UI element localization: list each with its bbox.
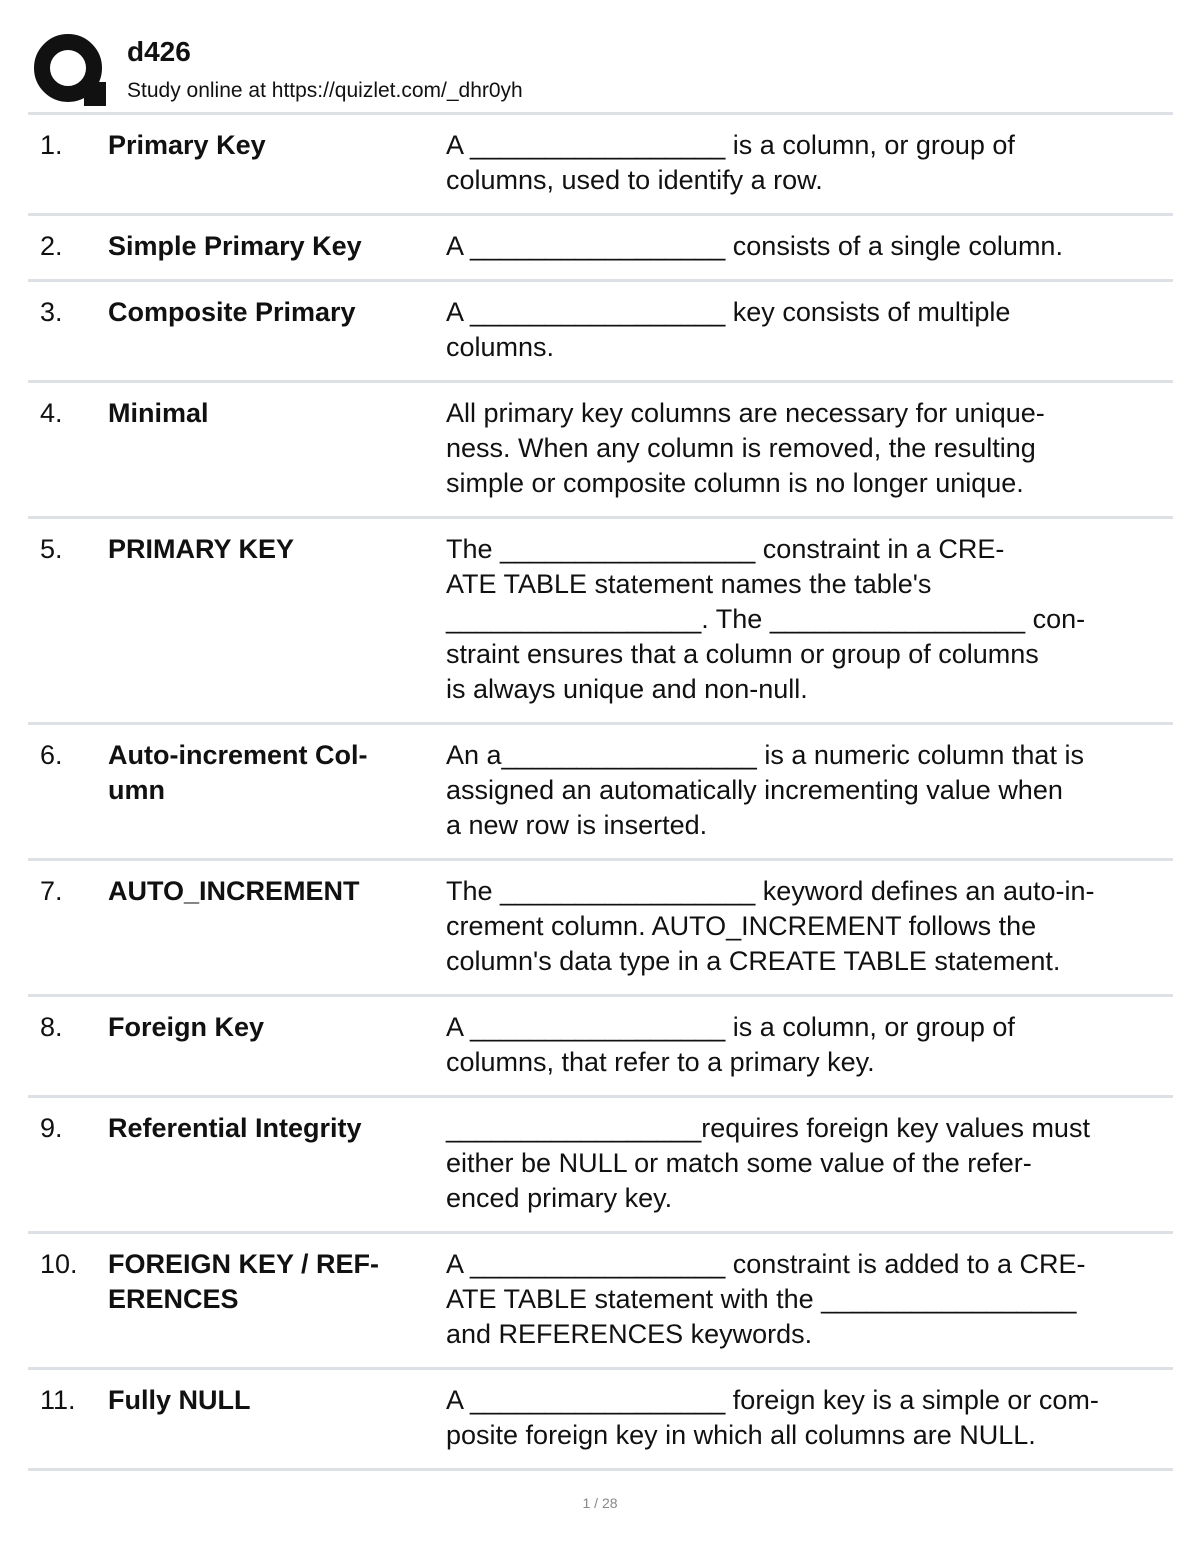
card-definition: The _________________ constraint in a CRE- ATE TABLE statement names the table's _________________. The _________________ con- straint ensures that a column or group of columns is always unique and non-null. <box>446 534 1086 704</box>
page-header <box>28 28 1173 110</box>
study-url: Study online at https://quizlet.com/_dhr0yh <box>127 79 523 102</box>
flashcard-row <box>28 725 1173 861</box>
card-definition: A _________________ consists of a single column. <box>446 231 1063 261</box>
card-number: 4. <box>40 398 63 428</box>
card-number: 9. <box>40 1113 63 1143</box>
flashcard-row <box>28 1370 1173 1471</box>
flashcard-row <box>28 861 1173 997</box>
flashcard-row <box>28 282 1173 383</box>
card-number: 2. <box>40 231 63 261</box>
card-term: Composite Primary <box>108 297 356 327</box>
card-number: 1. <box>40 130 63 160</box>
flashcard-row <box>28 997 1173 1098</box>
card-number: 10. <box>40 1249 78 1279</box>
card-number: 3. <box>40 297 63 327</box>
card-number: 8. <box>40 1012 63 1042</box>
page-number: 1 / 28 <box>582 1495 618 1511</box>
card-definition: A _________________ key consists of multiple columns. <box>446 297 1011 362</box>
card-number: 6. <box>40 740 63 770</box>
card-term: Minimal <box>108 398 209 428</box>
card-term: Auto-increment Col- umn <box>108 740 368 805</box>
card-definition: A _________________ foreign key is a simple or com- posite foreign key in which all columns are NULL. <box>446 1385 1099 1450</box>
flashcard-row <box>28 383 1173 519</box>
flashcard-list <box>28 112 1173 1471</box>
quizlet-logo-icon <box>32 32 108 108</box>
card-definition: An a_________________ is a numeric column that is assigned an automatically incrementing value when a new row is inserted. <box>446 740 1084 840</box>
card-term: AUTO_INCREMENT <box>108 876 360 906</box>
card-definition: The _________________ keyword defines an auto-in- crement column. AUTO_INCREMENT follows the column's data type in a CREATE TABLE statement. <box>446 876 1095 976</box>
flashcard-row <box>28 519 1173 725</box>
card-number: 7. <box>40 876 63 906</box>
card-term: Simple Primary Key <box>108 231 362 261</box>
card-definition: _________________requires foreign key values must either be NULL or match some value of the refer- enced primary key. <box>446 1113 1090 1213</box>
card-definition: A _________________ is a column, or group of columns, that refer to a primary key. <box>446 1012 1015 1077</box>
flashcard-row <box>28 216 1173 282</box>
card-definition: A _________________ is a column, or group of columns, used to identify a row. <box>446 130 1015 195</box>
card-term: Fully NULL <box>108 1385 251 1415</box>
card-number: 11. <box>40 1385 76 1415</box>
card-term: PRIMARY KEY <box>108 534 295 564</box>
card-term: Referential Integrity <box>108 1113 362 1143</box>
card-term: FOREIGN KEY / REF- ERENCES <box>108 1249 380 1314</box>
flashcard-row <box>28 1098 1173 1234</box>
set-title: d426 <box>127 36 191 67</box>
card-definition: A _________________ constraint is added to a CRE- ATE TABLE statement with the _________________ and REFERENCES keywords. <box>446 1249 1086 1349</box>
card-definition: All primary key columns are necessary for unique- ness. When any column is removed, the resulting simple or composite column is no longer unique. <box>446 398 1045 498</box>
card-number: 5. <box>40 534 63 564</box>
card-term: Primary Key <box>108 130 266 160</box>
card-term: Foreign Key <box>108 1012 265 1042</box>
flashcard-row <box>28 115 1173 216</box>
flashcard-row <box>28 1234 1173 1370</box>
